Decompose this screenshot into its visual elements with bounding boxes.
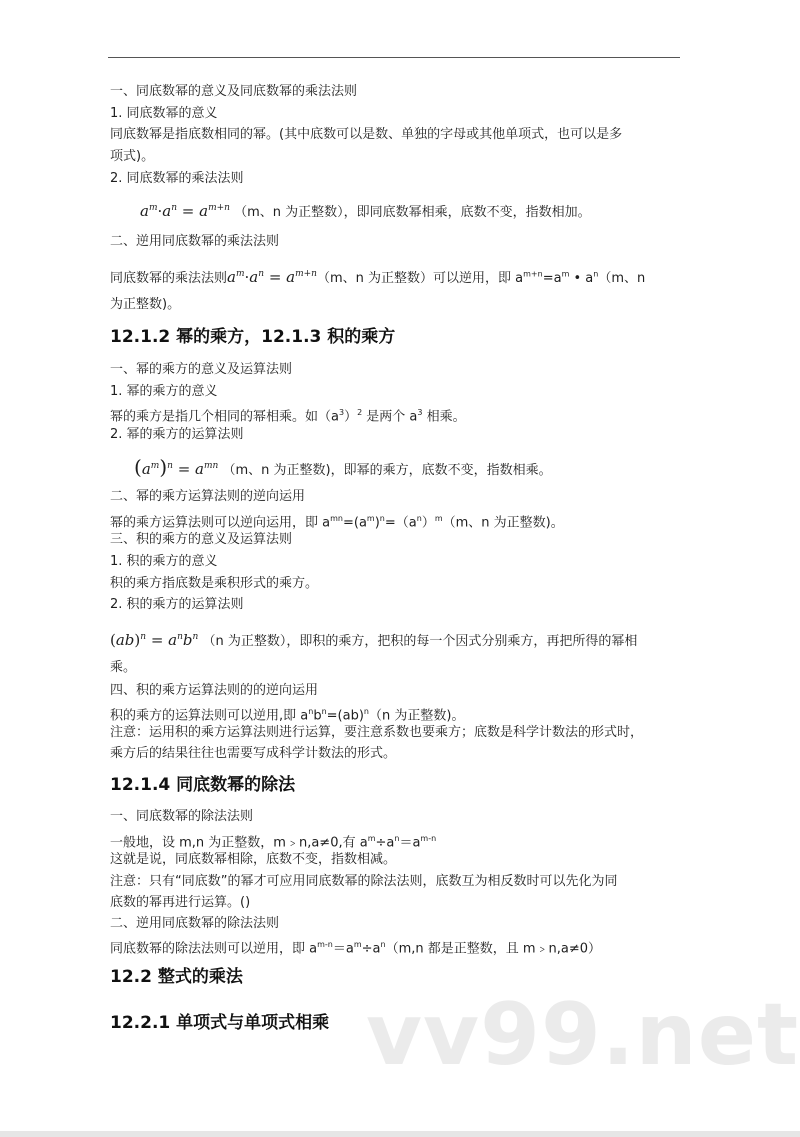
text-run: 同底数幂的除法法则可以逆用，即 a (110, 941, 318, 957)
section-heading: 12.2 整式的乘法 (110, 967, 243, 987)
watermark: vv99.net (366, 985, 800, 1085)
paragraph-line: 注意：只有“同底数”的幂才可应用同底数幂的除法法则，底数互为相反数时可以先化为同 (110, 874, 618, 889)
formula-line (134, 455, 552, 479)
text-run: （m,n 都是正整数，且 m﹥n,a≠0） (385, 941, 602, 957)
header-rule (108, 57, 680, 58)
formula-line (140, 200, 591, 221)
product-power-formula: $(ab)^n = a^nb^n$ (110, 631, 199, 649)
list-item: 2. 幂的乘方的运算法则 (110, 427, 244, 442)
paragraph-line: 幂的乘方是指几个相同的幂相乘。如$(a^3)^2$ 是两个 $a^3$ 相乘。 (110, 408, 466, 425)
paragraph-line: 一般地，设 m,n 为正整数，m﹥n,a≠0,有 $a^m\div a^n=a^{m-n}$ (110, 834, 437, 851)
paragraph-line: 同底数幂的乘法法则$a^m\cdot a^n = a^{m+n}(m$、n 为正整数）可以逆用，即 $a^{m+n}=a^m$ • $a^n(m$、n (110, 268, 646, 286)
section-title: 二、逆用同底数幂的除法法则 (110, 916, 280, 931)
text-run: 幂的乘方是指几个相同的幂相乘。如（a (110, 409, 339, 425)
section-title: 三、积的乘方的意义及运算法则 (110, 532, 293, 547)
list-item: 2. 同底数幂的乘法法则 (110, 171, 244, 186)
paragraph-line: 为正整数)。 (110, 297, 181, 312)
paragraph-line: 这就是说，同底数幂相除，底数不变，指数相减。 (110, 852, 397, 867)
formula-line (110, 629, 637, 650)
section-title: 一、同底数幂的除法法则 (110, 809, 254, 824)
list-item: 1. 幂的乘方的意义 (110, 384, 218, 399)
text-run: 是两个 a (362, 409, 418, 425)
power-rule-formula: $(a^m)^n = a^{mn}$ (134, 455, 219, 479)
paragraph-line: 乘方后的结果往往也需要写成科学计数法的形式。 (110, 746, 397, 761)
list-item: 1. 同底数幂的意义 (110, 106, 218, 121)
section-heading: 12.1.2 幂的乘方，12.1.3 积的乘方 (110, 327, 396, 347)
section-title: 一、同底数幂的意义及同底数幂的乘法法则 (110, 84, 358, 99)
text-run: 同底数幂的乘法法则 (110, 271, 228, 286)
formula-explanation: （m、n 为正整数)，即幂的乘方，底数不变，指数相乘。 (222, 463, 552, 478)
text-run: （m、n 为正整数)。 (442, 515, 564, 531)
paragraph-line: 底数的幂再进行运算。() (110, 895, 251, 910)
text-run: 积的乘方的运算法则可以逆用,即 a (110, 708, 309, 724)
text-run: （m、n 为正整数）可以逆用，即 a (316, 271, 524, 286)
paragraph-line: 积的乘方指底数是乘积形式的乘方。 (110, 576, 319, 591)
formula-explanation: （n 为正整数），即积的乘方，把积的每一个因式分别乘方，再把所得的幂相 (202, 634, 638, 649)
text-run: 一般地，设 m,n 为正整数，m﹥n,a≠0,有 a (110, 835, 368, 851)
product-rule-formula: $a^m\cdot a^n = a^{m+n}$ (227, 268, 317, 286)
section-title: 二、幂的乘方运算法则的逆向运用 (110, 489, 306, 504)
list-item: 1. 积的乘方的意义 (110, 554, 218, 569)
text-run: ） (344, 409, 358, 425)
paragraph-line: 积的乘方的运算法则可以逆用,即 $a^nb^n=(ab)^n(n$ 为正整数)。 (110, 707, 465, 724)
paragraph-line: 同底数幂是指底数相同的幂。(其中底数可以是数、单独的字母或其他单项式，也可以是多 (110, 127, 623, 142)
section-heading: 12.2.1 单项式与单项式相乘 (110, 1013, 330, 1033)
paragraph-line: 注意：运用积的乘方运算法则进行运算，要注意系数也要乘方；底数是科学计数法的形式时， (110, 725, 644, 740)
text-run: 相乘。 (422, 409, 466, 425)
section-heading: 12.1.4 同底数幂的除法 (110, 775, 296, 795)
list-item: 2. 积的乘方的运算法则 (110, 597, 244, 612)
text-run: 幂的乘方运算法则可以逆向运用，即 a (110, 515, 331, 531)
paragraph-line: 乘。 (110, 660, 137, 675)
formula-explanation: （m、n 为正整数），即同底数幂相乘，底数不变，指数相加。 (234, 205, 591, 220)
text-run: （m、n (598, 271, 646, 286)
paragraph-line: 幂的乘方运算法则可以逆向运用，即 $a^{mn}=(a^m)^n=(a^n)^m(m$、n 为正整数)。 (110, 514, 564, 531)
text-run: （n 为正整数)。 (369, 708, 465, 724)
paragraph-line: 同底数幂的除法法则可以逆用，即 $a^{m-n}=a^m\div a^n(m,n$ 都是正整数，且 m﹥n,a≠0） (110, 940, 602, 957)
section-title: 四、积的乘方运算法则的的逆向运用 (110, 683, 319, 698)
section-title: 一、幂的乘方的意义及运算法则 (110, 362, 293, 377)
section-title: 二、逆用同底数幂的乘法法则 (110, 234, 280, 249)
page-bottom-edge (0, 1131, 800, 1137)
product-rule-formula: $a^m\cdot a^n = a^{m+n}$ (140, 202, 230, 220)
paragraph-line: 项式)。 (110, 149, 155, 164)
